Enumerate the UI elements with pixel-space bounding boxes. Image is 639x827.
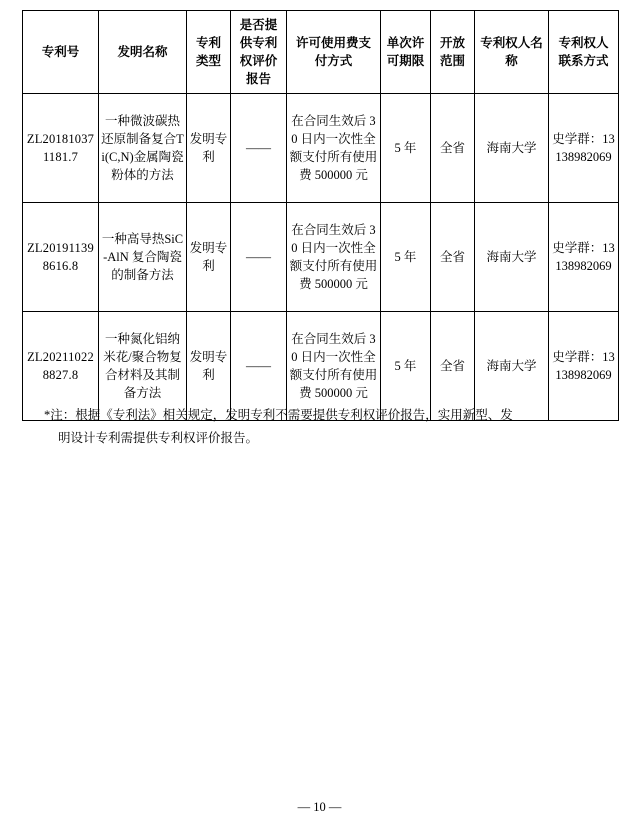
column-header-payment-method: 许可使用费支付方式	[287, 11, 381, 94]
cell-license-term: 5 年	[381, 203, 431, 312]
cell-license-term: 5 年	[381, 94, 431, 203]
column-header-open-scope: 开放范围	[431, 11, 475, 94]
footnote-line-1: *注：根据《专利法》相关规定，发明专利不需要提供专利权评价报告，实用新型、发	[44, 408, 513, 422]
column-header-license-term: 单次许可期限	[381, 11, 431, 94]
table-body	[23, 94, 619, 421]
table-header	[23, 11, 619, 94]
column-header-owner-name: 专利权人名称	[475, 11, 549, 94]
cell-payment-method: 在合同生效后 30 日内一次性全额支付所有使用费 500000 元	[287, 203, 381, 312]
cell-evaluation-report: ——	[231, 203, 287, 312]
cell-patent-no: ZL201810371181.7	[23, 94, 99, 203]
cell-patent-type: 发明专利	[187, 203, 231, 312]
cell-owner-name: 海南大学	[475, 94, 549, 203]
cell-patent-type: 发明专利	[187, 94, 231, 203]
column-header-patent-type: 专利类型	[187, 11, 231, 94]
cell-owner-name: 海南大学	[475, 203, 549, 312]
cell-open-scope: 全省	[431, 203, 475, 312]
table-footnote	[44, 404, 604, 450]
cell-open-scope: 全省	[431, 312, 475, 421]
cell-owner-contact: 史学群：13138982069	[549, 312, 619, 421]
cell-open-scope: 全省	[431, 94, 475, 203]
cell-invention-name: 一种微波碳热还原制备复合Ti(C,N)金属陶瓷粉体的方法	[99, 94, 187, 203]
column-header-owner-contact: 专利权人联系方式	[549, 11, 619, 94]
cell-evaluation-report: ——	[231, 94, 287, 203]
footnote-line-2: 明设计专利需提供专利权评价报告。	[58, 431, 259, 446]
cell-payment-method: 在合同生效后 30 日内一次性全额支付所有使用费 500000 元	[287, 94, 381, 203]
cell-owner-name: 海南大学	[475, 312, 549, 421]
table-row	[23, 203, 619, 312]
table-row	[23, 94, 619, 203]
cell-owner-contact: 史学群：13138982069	[549, 203, 619, 312]
cell-invention-name: 一种高导热SiC-AlN 复合陶瓷的制备方法	[99, 203, 187, 312]
cell-owner-contact: 史学群：13138982069	[549, 94, 619, 203]
page-footer	[0, 800, 639, 815]
cell-evaluation-report: ——	[231, 312, 287, 421]
column-header-invention-name: 发明名称	[99, 11, 187, 94]
page-number: — 10 —	[297, 800, 342, 814]
cell-payment-method: 在合同生效后 30 日内一次性全额支付所有使用费 500000 元	[287, 312, 381, 421]
cell-license-term: 5 年	[381, 312, 431, 421]
patent-license-table	[22, 10, 619, 421]
table-header-row	[23, 11, 619, 94]
cell-patent-no: ZL201911398616.8	[23, 203, 99, 312]
column-header-patent-no: 专利号	[23, 11, 99, 94]
cell-invention-name: 一种氮化铝纳米花/聚合物复合材料及其制备方法	[99, 312, 187, 421]
cell-patent-type: 发明专利	[187, 312, 231, 421]
cell-patent-no: ZL202110228827.8	[23, 312, 99, 421]
column-header-evaluation-report: 是否提供专利权评价报告	[231, 11, 287, 94]
